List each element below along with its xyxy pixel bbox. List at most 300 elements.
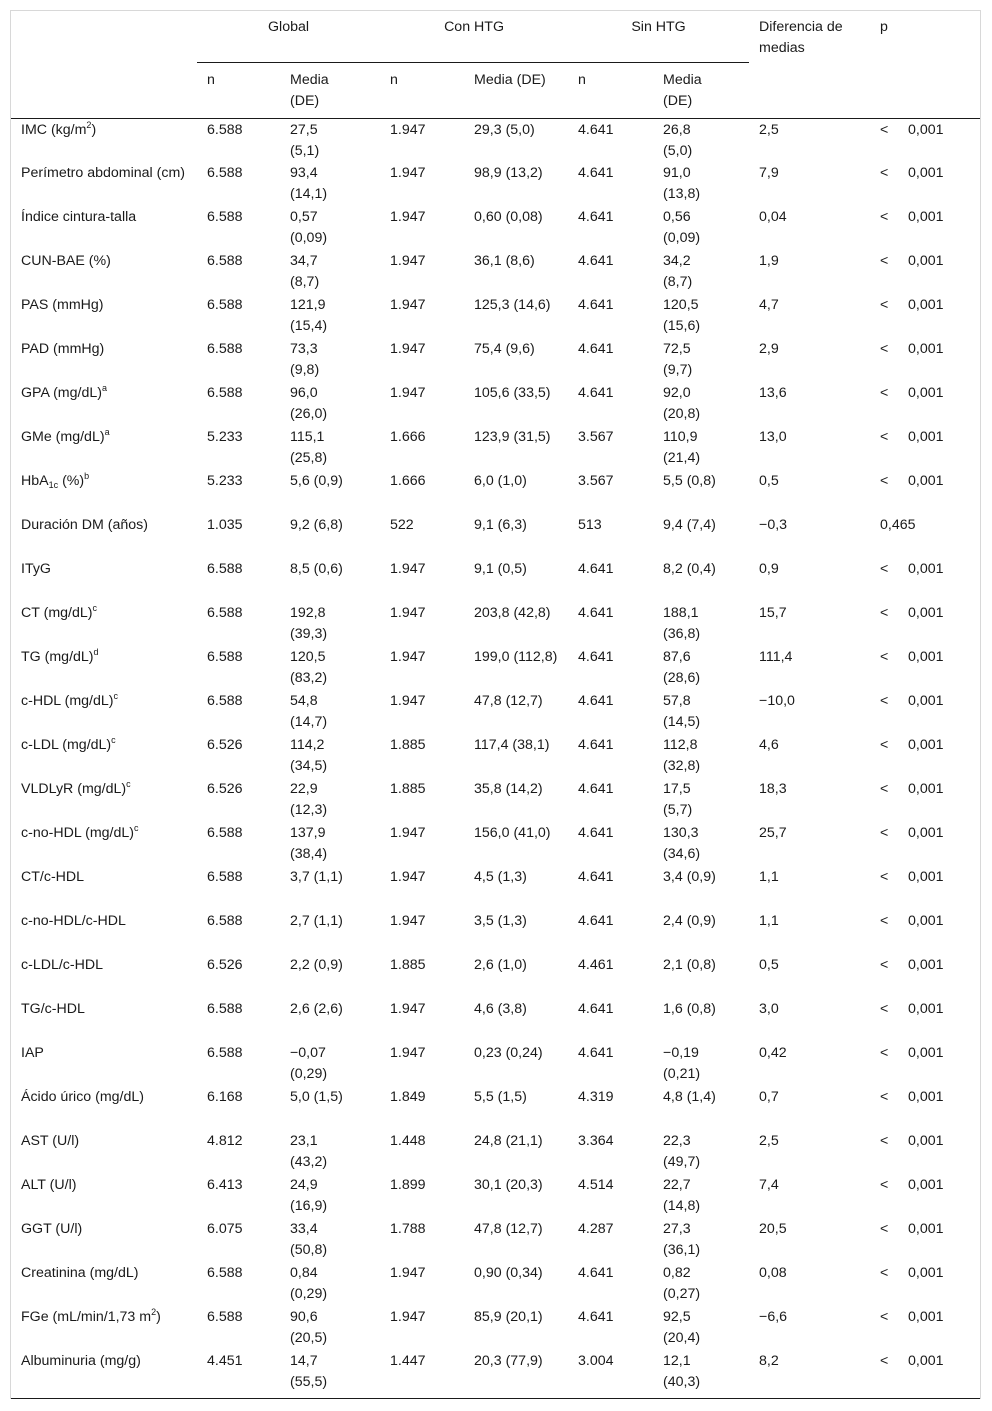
media-sin-htg — [653, 162, 749, 206]
media-global — [280, 426, 380, 470]
table-row — [11, 294, 980, 338]
variable-subscript: 1c — [48, 480, 59, 490]
media-global-value: 33,4 (50,8) — [290, 1221, 328, 1258]
media-global-value: 0,84 (0,29) — [290, 1265, 328, 1302]
n-con-htg: 1.947 — [390, 1045, 426, 1061]
n-global: 6.588 — [207, 253, 243, 269]
n-sin-htg: 4.641 — [578, 341, 614, 357]
n-global: 4.451 — [207, 1353, 243, 1369]
media-global — [280, 822, 380, 866]
variable-superscript: 2 — [151, 1307, 157, 1317]
media-sin-htg-value: 87,6 (28,6) — [663, 649, 701, 686]
diferencia-medias: 13,6 — [759, 385, 787, 401]
p-value-cell — [870, 778, 980, 822]
media-con-htg: 4,6 (3,8) — [474, 1001, 527, 1017]
table-row — [11, 646, 980, 690]
n-global: 6.588 — [207, 209, 243, 225]
p-value-cell — [870, 822, 980, 866]
less-than-sign: < — [880, 209, 889, 225]
diferencia-medias: 0,5 — [759, 957, 779, 973]
media-con-htg: 0,90 (0,34) — [474, 1265, 543, 1281]
p-value-cell — [870, 206, 980, 250]
header-con-htg: Con HTG — [380, 11, 568, 62]
variable-name: PAD (mmHg) — [21, 341, 105, 357]
media-sin-htg — [653, 382, 749, 426]
media-sin-htg-value: 72,5 (9,7) — [663, 341, 693, 378]
media-con-htg: 5,5 (1,5) — [474, 1089, 527, 1105]
less-than-sign: < — [880, 1265, 889, 1281]
n-sin-htg: 3.567 — [578, 473, 614, 489]
media-sin-htg-value: 92,5 (20,4) — [663, 1309, 701, 1346]
n-global: 6.526 — [207, 781, 243, 797]
media-sin-htg-value: 9,4 (7,4) — [663, 517, 716, 533]
media-sin-htg — [653, 866, 749, 910]
less-than-sign: < — [880, 297, 889, 313]
less-than-sign: < — [880, 693, 889, 709]
n-global: 4.812 — [207, 1133, 243, 1149]
n-global: 5.233 — [207, 473, 243, 489]
media-con-htg: 117,4 (38,1) — [474, 737, 550, 753]
variable-cell — [11, 250, 197, 294]
diferencia-medias: 2,5 — [759, 1133, 779, 1149]
media-global — [280, 118, 380, 162]
less-than-sign: < — [880, 1001, 889, 1017]
diferencia-medias: 111,4 — [759, 649, 793, 665]
less-than-sign: < — [880, 165, 889, 181]
media-global-value: 137,9 (38,4) — [290, 825, 328, 862]
less-than-sign: < — [880, 1177, 889, 1193]
table-row — [11, 1086, 980, 1130]
media-sin-htg — [653, 690, 749, 734]
n-con-htg: 1.947 — [390, 869, 426, 885]
p-value-cell — [870, 690, 980, 734]
p-value-cell — [870, 602, 980, 646]
less-than-sign: < — [880, 825, 889, 841]
media-sin-htg-value: 34,2 (8,7) — [663, 253, 693, 290]
variable-superscript: 2 — [86, 119, 92, 130]
media-global-value: 96,0 (26,0) — [290, 385, 328, 422]
diferencia-medias: 8,2 — [759, 1353, 779, 1369]
diferencia-medias: −0,3 — [759, 517, 788, 533]
media-global — [280, 1130, 380, 1174]
n-con-htg: 1.947 — [390, 121, 426, 138]
n-con-htg: 1.885 — [390, 957, 426, 973]
variable-cell — [11, 778, 197, 822]
variable-cell — [11, 646, 197, 690]
n-global: 6.588 — [207, 649, 243, 665]
media-global — [280, 954, 380, 998]
p-value: 0,001 — [908, 341, 944, 357]
media-sin-htg-value: 110,9 (21,4) — [663, 429, 701, 466]
table-row — [11, 426, 980, 470]
p-value: 0,001 — [908, 1221, 944, 1237]
media-global — [280, 602, 380, 646]
header-sin-htg: Sin HTG — [568, 11, 749, 62]
media-sin-htg — [653, 954, 749, 998]
media-global-value: 2,2 (0,9) — [290, 957, 343, 973]
p-value-cell — [870, 294, 980, 338]
p-value-cell — [870, 998, 980, 1042]
diferencia-medias: 0,42 — [759, 1045, 787, 1061]
n-con-htg: 1.447 — [390, 1353, 426, 1369]
variable-cell — [11, 338, 197, 382]
table-row — [11, 558, 980, 602]
diferencia-medias: 0,5 — [759, 473, 779, 489]
n-sin-htg: 4.641 — [578, 649, 614, 665]
media-global — [280, 910, 380, 954]
p-value: 0,001 — [908, 825, 944, 841]
media-global — [280, 162, 380, 206]
media-global — [280, 382, 380, 426]
diferencia-medias: 4,7 — [759, 297, 779, 313]
variable-superscript: a — [104, 427, 110, 437]
p-value-cell — [870, 162, 980, 206]
p-value: 0,001 — [908, 121, 944, 138]
variable-cell — [11, 514, 197, 558]
table-row — [11, 1042, 980, 1086]
p-value: 0,001 — [908, 1265, 944, 1281]
less-than-sign: < — [880, 1309, 889, 1325]
table-row — [11, 470, 980, 514]
variable-suffix: ) — [156, 1309, 161, 1325]
diferencia-medias: 0,7 — [759, 1089, 779, 1105]
media-con-htg: 105,6 (33,5) — [474, 385, 551, 401]
media-con-htg: 123,9 (31,5) — [474, 429, 551, 445]
n-global: 6.588 — [207, 605, 243, 621]
media-global-value: 23,1 (43,2) — [290, 1133, 328, 1170]
n-global: 6.526 — [207, 737, 243, 753]
media-global — [280, 998, 380, 1042]
less-than-sign: < — [880, 1221, 889, 1237]
media-con-htg: 85,9 (20,1) — [474, 1309, 543, 1325]
media-con-htg: 30,1 (20,3) — [474, 1177, 543, 1193]
diferencia-medias: −6,6 — [759, 1309, 788, 1325]
p-value: 0,001 — [908, 473, 944, 489]
n-con-htg: 1.947 — [390, 341, 426, 357]
media-con-htg: 0,60 (0,08) — [474, 209, 543, 225]
header-empty-cell — [11, 11, 197, 62]
diferencia-medias: 25,7 — [759, 825, 787, 841]
table-row — [11, 514, 980, 558]
media-global-value: 54,8 (14,7) — [290, 693, 328, 730]
bottom-rule — [11, 1398, 980, 1399]
p-value-cell — [870, 382, 980, 426]
n-sin-htg: 4.641 — [578, 693, 614, 709]
media-sin-htg-value: 8,2 (0,4) — [663, 561, 716, 577]
media-global — [280, 294, 380, 338]
media-global-value: 2,6 (2,6) — [290, 1001, 343, 1017]
variable-name: Albuminuria (mg/g) — [21, 1353, 141, 1369]
diferencia-medias: 1,1 — [759, 869, 779, 885]
media-global-value: −0,07 (0,29) — [290, 1045, 328, 1082]
n-sin-htg: 4.641 — [578, 209, 614, 225]
p-value: 0,001 — [908, 561, 944, 577]
n-sin-htg: 4.641 — [578, 1045, 614, 1061]
n-sin-htg: 4.319 — [578, 1089, 614, 1105]
less-than-sign: < — [880, 781, 889, 797]
n-global: 6.413 — [207, 1177, 243, 1193]
media-sin-htg-value: 27,3 (36,1) — [663, 1221, 701, 1258]
variable-cell — [11, 294, 197, 338]
n-global: 6.588 — [207, 341, 243, 357]
media-con-htg: 75,4 (9,6) — [474, 341, 535, 357]
n-con-htg: 1.947 — [390, 253, 426, 269]
n-sin-htg: 3.004 — [578, 1353, 614, 1369]
n-sin-htg: 4.641 — [578, 385, 614, 401]
media-sin-htg-value: 26,8 (5,0) — [663, 121, 693, 159]
media-global — [280, 1218, 380, 1262]
variable-name: FGe (mL/min/1,73 m — [21, 1309, 152, 1325]
media-sin-htg-value: 22,7 (14,8) — [663, 1177, 701, 1214]
less-than-sign: < — [880, 253, 889, 269]
n-con-htg: 1.899 — [390, 1177, 426, 1193]
p-value: 0,001 — [908, 429, 944, 445]
less-than-sign: < — [880, 605, 889, 621]
p-value-cell — [870, 118, 980, 162]
diferencia-medias: 1,9 — [759, 253, 779, 269]
p-value: 0,001 — [908, 209, 944, 225]
table-row — [11, 250, 980, 294]
media-global — [280, 514, 380, 558]
media-sin-htg — [653, 778, 749, 822]
p-value-cell — [870, 646, 980, 690]
variable-name: TG/c-HDL — [21, 1001, 85, 1017]
media-global — [280, 646, 380, 690]
media-global-value: 34,7 (8,7) — [290, 253, 320, 290]
media-global — [280, 250, 380, 294]
variable-name: GPA (mg/dL) — [21, 385, 102, 401]
less-than-sign: < — [880, 385, 889, 401]
variable-name: PAS (mmHg) — [21, 297, 104, 313]
n-con-htg: 1.947 — [390, 913, 426, 929]
n-sin-htg: 4.641 — [578, 253, 614, 269]
variable-name: CT/c-HDL — [21, 869, 85, 885]
media-sin-htg — [653, 1306, 749, 1350]
media-global — [280, 206, 380, 250]
media-global-value: 120,5 (83,2) — [290, 649, 328, 686]
p-value: 0,465 — [880, 517, 916, 533]
n-global: 5.233 — [207, 429, 243, 445]
variable-name: c-no-HDL/c-HDL — [21, 913, 126, 929]
diferencia-medias: 7,4 — [759, 1177, 779, 1193]
variable-cell — [11, 470, 197, 514]
variable-name: c-no-HDL (mg/dL) — [21, 825, 135, 841]
less-than-sign: < — [880, 1353, 889, 1369]
media-global-value: 114,2 (34,5) — [290, 737, 328, 774]
media-global — [280, 558, 380, 602]
less-than-sign: < — [880, 473, 889, 489]
media-global-value: 73,3 (9,8) — [290, 341, 320, 378]
variable-superscript: d — [93, 647, 99, 657]
p-value-cell — [870, 1306, 980, 1350]
p-value: 0,001 — [908, 869, 944, 885]
p-value-cell — [870, 514, 980, 558]
n-sin-htg: 4.641 — [578, 737, 614, 753]
media-global-value: 3,7 (1,1) — [290, 869, 343, 885]
p-value-cell — [870, 1350, 980, 1394]
media-global — [280, 1086, 380, 1130]
variable-name: Duración DM (años) — [21, 517, 148, 533]
table-row — [11, 690, 980, 734]
p-value: 0,001 — [908, 781, 944, 797]
less-than-sign: < — [880, 913, 889, 929]
media-con-htg: 3,5 (1,3) — [474, 913, 527, 929]
n-global: 6.588 — [207, 561, 243, 577]
n-con-htg: 1.947 — [390, 649, 426, 665]
table-row — [11, 382, 980, 426]
less-than-sign: < — [880, 561, 889, 577]
diferencia-medias: 13,0 — [759, 429, 787, 445]
media-sin-htg — [653, 998, 749, 1042]
n-sin-htg: 4.641 — [578, 913, 614, 929]
media-global — [280, 1042, 380, 1086]
header-n-con: n — [380, 62, 464, 118]
variable-cell — [11, 690, 197, 734]
media-global — [280, 690, 380, 734]
media-con-htg: 156,0 (41,0) — [474, 825, 551, 841]
n-sin-htg: 4.514 — [578, 1177, 614, 1193]
n-con-htg: 1.448 — [390, 1133, 426, 1149]
table-row — [11, 602, 980, 646]
table-row — [11, 822, 980, 866]
variable-cell — [11, 1130, 197, 1174]
media-con-htg: 9,1 (0,5) — [474, 561, 527, 577]
media-global-value: 5,0 (1,5) — [290, 1089, 343, 1105]
n-con-htg: 1.666 — [390, 429, 426, 445]
data-table — [11, 11, 980, 1394]
media-global-value: 14,7 (55,5) — [290, 1353, 328, 1390]
media-sin-htg — [653, 646, 749, 690]
less-than-sign: < — [880, 1133, 889, 1149]
variable-superscript: c — [134, 823, 139, 833]
p-value: 0,001 — [908, 1089, 944, 1105]
diferencia-medias: 0,08 — [759, 1265, 787, 1281]
variable-cell — [11, 602, 197, 646]
n-con-htg: 1.947 — [390, 1001, 426, 1017]
media-sin-htg — [653, 910, 749, 954]
n-global: 6.526 — [207, 957, 243, 973]
n-sin-htg: 4.461 — [578, 957, 614, 973]
n-sin-htg: 4.641 — [578, 825, 614, 841]
n-sin-htg: 4.641 — [578, 121, 614, 138]
variable-cell — [11, 822, 197, 866]
variable-suffix: ) — [91, 121, 97, 138]
n-global: 6.588 — [207, 297, 243, 313]
variable-name: ITyG — [21, 561, 51, 577]
table-row — [11, 1130, 980, 1174]
media-sin-htg-value: 188,1 (36,8) — [663, 605, 701, 642]
media-global — [280, 470, 380, 514]
variable-cell — [11, 1218, 197, 1262]
media-global-value: 192,8 (39,3) — [290, 605, 328, 642]
media-sin-htg-value: 22,3 (49,7) — [663, 1133, 701, 1170]
variable-name: IAP — [21, 1045, 44, 1061]
diferencia-medias: 7,9 — [759, 165, 779, 181]
n-sin-htg: 4.641 — [578, 561, 614, 577]
media-global-value: 115,1 (25,8) — [290, 429, 328, 466]
p-value: 0,001 — [908, 1045, 944, 1061]
variable-name: CT (mg/dL) — [21, 605, 93, 621]
n-global: 6.588 — [207, 165, 243, 181]
p-value: 0,001 — [908, 385, 944, 401]
n-global: 6.588 — [207, 1309, 243, 1325]
diferencia-medias: 20,5 — [759, 1221, 787, 1237]
variable-cell — [11, 866, 197, 910]
header-n-global: n — [197, 62, 280, 118]
media-sin-htg — [653, 206, 749, 250]
n-global: 6.075 — [207, 1221, 243, 1237]
table-row — [11, 954, 980, 998]
media-sin-htg-value: −0,19 (0,21) — [663, 1045, 701, 1082]
n-global: 6.588 — [207, 693, 243, 709]
media-sin-htg — [653, 426, 749, 470]
p-value: 0,001 — [908, 957, 944, 973]
media-sin-htg — [653, 338, 749, 382]
variable-suffix: (%) — [58, 473, 85, 489]
p-value-cell — [870, 338, 980, 382]
n-con-htg: 1.947 — [390, 561, 426, 577]
media-global-value: 8,5 (0,6) — [290, 561, 343, 577]
variable-cell — [11, 118, 197, 162]
variable-cell — [11, 1262, 197, 1306]
variable-cell — [11, 954, 197, 998]
diferencia-medias: 15,7 — [759, 605, 787, 621]
n-con-htg: 1.947 — [390, 385, 426, 401]
n-sin-htg: 4.641 — [578, 297, 614, 313]
media-sin-htg-value: 0,82 (0,27) — [663, 1265, 701, 1302]
media-global-value: 22,9 (12,3) — [290, 781, 328, 818]
header-media-sin: Media (DE) — [653, 62, 749, 118]
p-value: 0,001 — [908, 1309, 944, 1325]
header-media-con: Media (DE) — [464, 62, 568, 118]
media-sin-htg — [653, 558, 749, 602]
variable-cell — [11, 998, 197, 1042]
p-value-cell — [870, 1218, 980, 1262]
media-con-htg: 199,0 (112,8) — [474, 649, 558, 665]
media-sin-htg-value: 112,8 (32,8) — [663, 737, 701, 774]
less-than-sign: < — [880, 737, 889, 753]
media-global — [280, 778, 380, 822]
n-global: 6.588 — [207, 1001, 243, 1017]
p-value: 0,001 — [908, 253, 944, 269]
media-con-htg: 203,8 (42,8) — [474, 605, 551, 621]
variable-name: TG (mg/dL) — [21, 649, 94, 665]
media-con-htg: 9,1 (6,3) — [474, 517, 527, 533]
table-row — [11, 1218, 980, 1262]
variable-cell — [11, 558, 197, 602]
media-con-htg: 35,8 (14,2) — [474, 781, 543, 797]
n-con-htg: 522 — [390, 517, 414, 533]
media-sin-htg-value: 17,5 (5,7) — [663, 781, 693, 818]
variable-name: ALT (U/l) — [21, 1177, 77, 1193]
media-sin-htg-value: 5,5 (0,8) — [663, 473, 716, 489]
less-than-sign: < — [880, 1089, 889, 1105]
media-sin-htg — [653, 1262, 749, 1306]
table-row — [11, 118, 980, 162]
variable-superscript: c — [126, 779, 131, 789]
n-sin-htg: 4.641 — [578, 1001, 614, 1017]
variable-cell — [11, 206, 197, 250]
less-than-sign: < — [880, 649, 889, 665]
diferencia-medias: 4,6 — [759, 737, 779, 753]
variable-superscript: c — [92, 603, 97, 613]
p-value-cell — [870, 1130, 980, 1174]
variable-name: Creatinina (mg/dL) — [21, 1265, 139, 1281]
media-global-value: 9,2 (6,8) — [290, 517, 343, 533]
table-row — [11, 734, 980, 778]
n-global: 6.588 — [207, 825, 243, 841]
n-global: 6.588 — [207, 1265, 243, 1281]
